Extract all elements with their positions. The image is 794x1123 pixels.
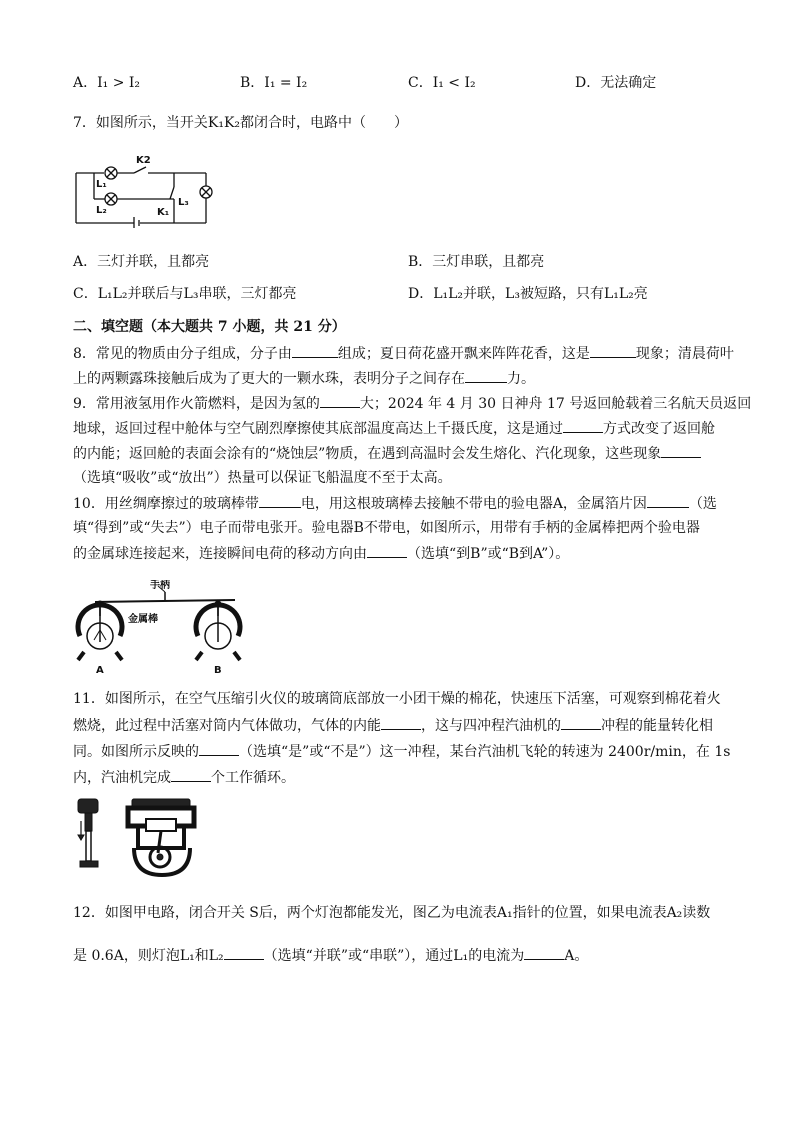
q10-line-2: 填“得到”或“失去”）电子而带电张开。验电器B不带电，如图所示，用带有手柄的金属棒把两个验电器 <box>73 520 700 536</box>
q11-blank-4[interactable] <box>171 767 211 782</box>
q7-fig-label-l2: L₂ <box>96 205 107 216</box>
q10-blank-1[interactable] <box>259 493 301 508</box>
q9-line-2: 地球，返回过程中舱体与空气剧烈摩擦使其底部温度高达上千摄氏度，这是通过 方式改变了返回舱 <box>73 418 715 439</box>
q9-blank-2[interactable] <box>563 418 603 433</box>
q12-blank-2[interactable] <box>524 945 564 960</box>
q7-option-c: C．L₁L₂并联后与L₃串联，三灯都亮 <box>73 286 297 302</box>
q11-blank-1[interactable] <box>381 715 421 730</box>
q7-option-d: D．L₁L₂并联，L₃被短路，只有L₁L₂亮 <box>408 286 648 302</box>
q10-fig-label-rod: 金属棒 <box>128 614 158 625</box>
q6-option-a: A．I₁ > I₂ <box>73 75 141 91</box>
q9-line-3: 的内能；返回舱的表面会涂有的“烧蚀层”物质，在遇到高温时会发生熔化、汽化现象，这些现象 <box>73 443 701 464</box>
q10-fig-label-a: A <box>96 665 104 675</box>
q11-figure <box>72 793 212 878</box>
q10-blank-3[interactable] <box>367 543 407 558</box>
q12-blank-1[interactable] <box>224 945 264 960</box>
q10-fig-label-handle: 手柄 <box>150 580 170 591</box>
q8-blank-3[interactable] <box>465 368 507 383</box>
q6-option-b: B．I₁ = I₂ <box>240 75 308 91</box>
q8-blank-1[interactable] <box>292 343 338 358</box>
q6-option-d: D．无法确定 <box>575 75 657 91</box>
q7-circuit-figure <box>74 153 214 228</box>
q11-blank-3[interactable] <box>199 741 239 756</box>
q11-line-1: 11．如图所示，在空气压缩引火仪的玻璃筒底部放一小团干燥的棉花，快速压下活塞，可观察到棉花着火 <box>73 691 721 707</box>
q8-line-2: 上的两颗露珠接触后成为了更大的一颗水珠，表明分子之间存在 力。 <box>73 368 535 389</box>
q9-blank-1[interactable] <box>320 393 360 408</box>
q6-option-c: C．I₁ < I₂ <box>408 75 476 91</box>
q11-line-3: 同。如图所示反映的 （选填“是”或“不是”）这一冲程，某台汽油机飞轮的转速为 2400r/min，在 1s <box>73 741 730 762</box>
q7-fig-label-k2: K2 <box>136 155 151 166</box>
q10-blank-2[interactable] <box>647 493 689 508</box>
q7-option-a: A．三灯并联，且都亮 <box>73 254 210 270</box>
q9-line-1: 9．常用液氢用作火箭燃料，是因为氢的 大；2024 年 4 月 30 日神舟 17 号返回舱载着三名航天员返回 <box>73 393 751 414</box>
section-heading: 二、填空题（本大题共 7 小题，共 21 分） <box>73 319 346 335</box>
q7-fig-label-l1: L₁ <box>96 179 107 190</box>
q9-blank-3[interactable] <box>661 443 701 458</box>
q8-blank-2[interactable] <box>590 343 636 358</box>
q8-line-1: 8．常见的物质由分子组成，分子由 组成；夏日荷花盛开飘来阵阵花香，这是 现象；清晨荷叶 <box>73 343 734 364</box>
q7-fig-label-l3: L₃ <box>178 197 189 208</box>
q10-fig-label-b: B <box>214 665 222 675</box>
q11-line-4: 内，汽油机完成 个工作循环。 <box>73 767 295 788</box>
q12-line-2: 是 0.6A，则灯泡L₁和L₂ （选填“并联”或“串联”），通过L₁的电流为 A。 <box>73 945 588 966</box>
q12-line-1: 12．如图甲电路，闭合开关 S后，两个灯泡都能发光，图乙为电流表A₁指针的位置，如果电流表A₂读数 <box>73 905 711 921</box>
q11-line-2: 燃烧，此过程中活塞对筒内气体做功，气体的内能 ，这与四冲程汽油机的 冲程的能量转化相 <box>73 715 713 736</box>
q11-blank-2[interactable] <box>561 715 601 730</box>
q7-fig-label-k1: K₁ <box>157 207 170 218</box>
q10-line-3: 的金属球连接起来，连接瞬间电荷的移动方向由 （选填“到B”或“B到A”）。 <box>73 543 569 564</box>
q10-electroscope-figure <box>70 580 255 675</box>
q7-stem: 7．如图所示，当开关K₁K₂都闭合时，电路中（ ） <box>73 115 409 131</box>
q9-line-4: （选填“吸收”或“放出”）热量可以保证飞船温度不至于太高。 <box>73 470 452 486</box>
q10-line-1: 10．用丝绸摩擦过的玻璃棒带 电，用这根玻璃棒去接触不带电的验电器A，金属箔片因 （选 <box>73 493 717 514</box>
q7-option-b: B．三灯串联，且都亮 <box>408 254 545 270</box>
